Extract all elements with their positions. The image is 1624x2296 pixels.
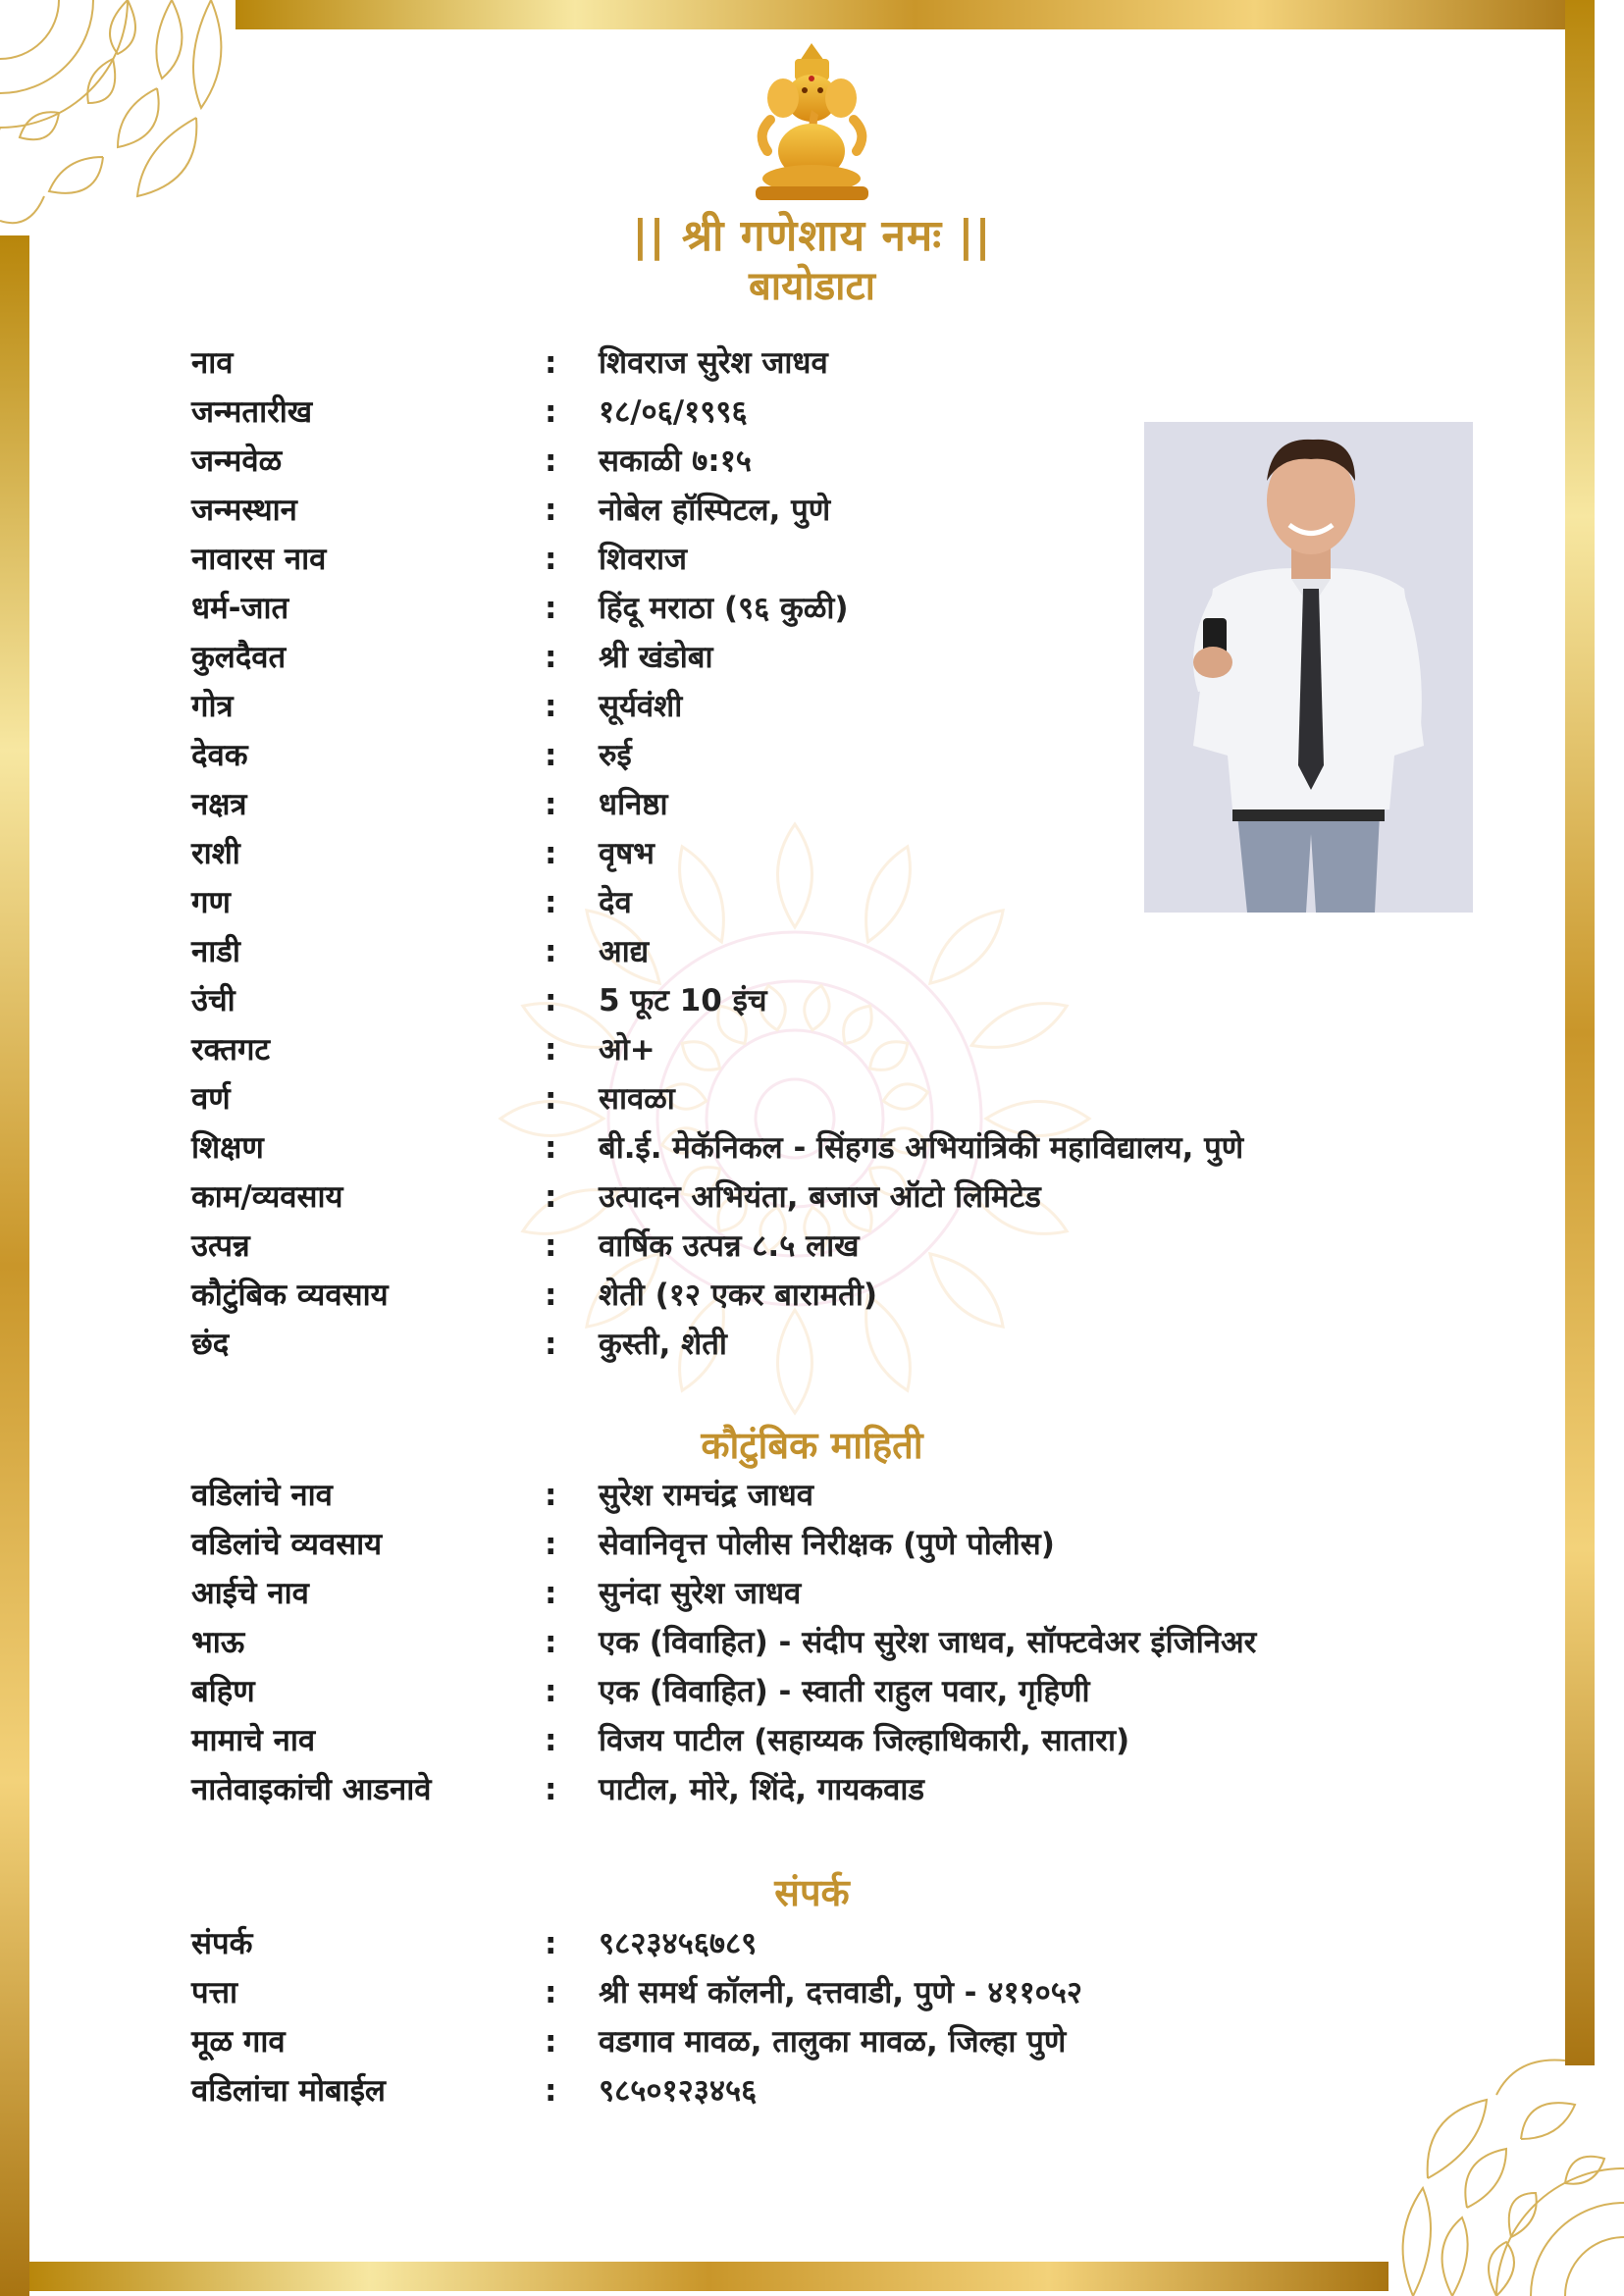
detail-separator: : — [545, 394, 557, 430]
detail-separator: : — [545, 1179, 557, 1215]
detail-separator: : — [545, 1327, 557, 1362]
detail-label: नक्षत्र — [191, 787, 247, 822]
detail-label: धर्म-जात — [191, 591, 289, 626]
detail-label: उंची — [191, 983, 236, 1018]
detail-separator: : — [545, 1081, 557, 1117]
detail-value: वडगाव मावळ, तालुका मावळ, जिल्हा पुणे — [599, 2024, 1067, 2060]
detail-label: वडिलांचे नाव — [191, 1478, 333, 1513]
ganesha-icon — [746, 41, 878, 203]
detail-separator: : — [545, 1674, 557, 1709]
corner-mandala-icon — [1384, 2051, 1624, 2296]
detail-value: श्री खंडोबा — [599, 640, 713, 675]
detail-separator: : — [545, 738, 557, 773]
detail-separator: : — [545, 1926, 557, 1961]
detail-label: वडिलांचे व्यवसाय — [191, 1527, 383, 1562]
detail-value: शिवराज — [599, 542, 688, 577]
detail-value: वार्षिक उत्पन्न ८.५ लाख — [599, 1228, 860, 1264]
detail-label: संपर्क — [191, 1926, 253, 1961]
detail-separator: : — [545, 542, 557, 577]
detail-separator: : — [545, 591, 557, 626]
detail-label: मामाचे नाव — [191, 1723, 316, 1758]
detail-separator: : — [545, 787, 557, 822]
detail-separator: : — [545, 885, 557, 920]
detail-value: १८/०६/१९९६ — [599, 394, 748, 430]
detail-label: जन्मवेळ — [191, 444, 283, 479]
contact-section-title: संपर्क — [774, 1871, 850, 1914]
detail-separator: : — [545, 1723, 557, 1758]
detail-separator: : — [545, 934, 557, 969]
detail-separator: : — [545, 345, 557, 381]
gold-border-top — [236, 0, 1595, 29]
detail-value: आद्य — [599, 934, 650, 969]
detail-separator: : — [545, 640, 557, 675]
detail-label: कुलदैवत — [191, 640, 287, 675]
detail-separator: : — [545, 444, 557, 479]
detail-label: आईचे नाव — [191, 1576, 309, 1611]
detail-label: रक्तगट — [191, 1032, 271, 1068]
detail-separator: : — [545, 1278, 557, 1313]
detail-label: वर्ण — [191, 1081, 231, 1117]
detail-value: शेती (१२ एकर बारामती) — [599, 1278, 878, 1313]
detail-label: काम/व्यवसाय — [191, 1179, 343, 1215]
detail-separator: : — [545, 1478, 557, 1513]
detail-value: बी.ई. मेकॅनिकल - सिंहगड अभियांत्रिकी महाविद्यालय, पुणे — [599, 1130, 1244, 1166]
detail-value: ९८२३४५६७८९ — [599, 1926, 758, 1961]
detail-label: वडिलांचा मोबाईल — [191, 2073, 386, 2109]
detail-value: एक (विवाहित) - संदीप सुरेश जाधव, सॉफ्टवेअर इंजिनिअर — [599, 1625, 1257, 1660]
detail-value: सुनंदा सुरेश जाधव — [599, 1576, 802, 1611]
detail-separator: : — [545, 1130, 557, 1166]
detail-value: हिंदू मराठा (९६ कुळी) — [599, 591, 849, 626]
detail-separator: : — [545, 1772, 557, 1807]
detail-label: बहिण — [191, 1674, 255, 1709]
detail-separator: : — [545, 493, 557, 528]
detail-label: राशी — [191, 836, 240, 871]
detail-value: ओ+ — [599, 1032, 655, 1068]
detail-separator: : — [545, 2073, 557, 2109]
detail-separator: : — [545, 2024, 557, 2060]
detail-label: पत्ता — [191, 1975, 238, 2010]
detail-label: नातेवाइकांची आडनावे — [191, 1772, 432, 1807]
detail-value: सूर्यवंशी — [599, 689, 683, 724]
detail-value: पाटील, मोरे, शिंदे, गायकवाड — [599, 1772, 924, 1807]
detail-label: देवक — [191, 738, 248, 773]
detail-value: एक (विवाहित) - स्वाती राहुल पवार, गृहिणी — [599, 1674, 1090, 1709]
detail-value: नोबेल हॉस्पिटल, पुणे — [599, 493, 831, 528]
detail-value: श्री समर्थ कॉलनी, दत्तवाडी, पुणे - ४११०५२ — [599, 1975, 1083, 2010]
detail-separator: : — [545, 1975, 557, 2010]
detail-separator: : — [545, 689, 557, 724]
detail-label: नावारस नाव — [191, 542, 327, 577]
detail-value: सेवानिवृत्त पोलीस निरीक्षक (पुणे पोलीस) — [599, 1527, 1055, 1562]
detail-label: नाव — [191, 345, 234, 381]
detail-label: भाऊ — [191, 1625, 245, 1660]
watermark-mandala-icon — [481, 805, 1109, 1433]
detail-label: नाडी — [191, 934, 240, 969]
detail-separator: : — [545, 1527, 557, 1562]
detail-value: रुई — [599, 738, 632, 773]
detail-value: उत्पादन अभियंता, बजाज ऑटो लिमिटेड — [599, 1179, 1041, 1215]
detail-label: जन्मस्थान — [191, 493, 297, 528]
detail-label: उत्पन्न — [191, 1228, 250, 1264]
detail-value: धनिष्ठा — [599, 787, 668, 822]
detail-label: गोत्र — [191, 689, 234, 724]
detail-value: वृषभ — [599, 836, 655, 871]
detail-value: ९८५०१२३४५६ — [599, 2073, 758, 2109]
detail-value: शिवराज सुरेश जाधव — [599, 345, 828, 381]
detail-value: सकाळी ७:१५ — [599, 444, 752, 479]
detail-value: सावळा — [599, 1081, 675, 1117]
profile-photo — [1144, 422, 1473, 913]
biodata-title: बायोडाटा — [748, 264, 876, 309]
gold-border-left — [0, 235, 29, 2296]
detail-separator: : — [545, 983, 557, 1018]
detail-value: सुरेश रामचंद्र जाधव — [599, 1478, 814, 1513]
detail-value: विजय पाटील (सहाय्यक जिल्हाधिकारी, सातारा) — [599, 1723, 1130, 1758]
family-section-title: कौटुंबिक माहिती — [701, 1424, 923, 1467]
detail-separator: : — [545, 1228, 557, 1264]
detail-value: कुस्ती, शेती — [599, 1327, 727, 1362]
shloka-heading: || श्री गणेशाय नमः || — [632, 211, 992, 261]
detail-separator: : — [545, 836, 557, 871]
detail-value: 5 फूट 10 इंच — [599, 983, 767, 1018]
detail-separator: : — [545, 1625, 557, 1660]
detail-separator: : — [545, 1032, 557, 1068]
person-icon — [1144, 422, 1473, 913]
detail-label: जन्मतारीख — [191, 394, 313, 430]
detail-value: देव — [599, 885, 632, 920]
detail-label: कौटुंबिक व्यवसाय — [191, 1278, 389, 1313]
detail-label: मूळ गाव — [191, 2024, 286, 2060]
detail-label: छंद — [191, 1327, 230, 1362]
detail-separator: : — [545, 1576, 557, 1611]
detail-label: गण — [191, 885, 231, 920]
gold-border-bottom — [29, 2262, 1388, 2291]
detail-label: शिक्षण — [191, 1130, 264, 1166]
